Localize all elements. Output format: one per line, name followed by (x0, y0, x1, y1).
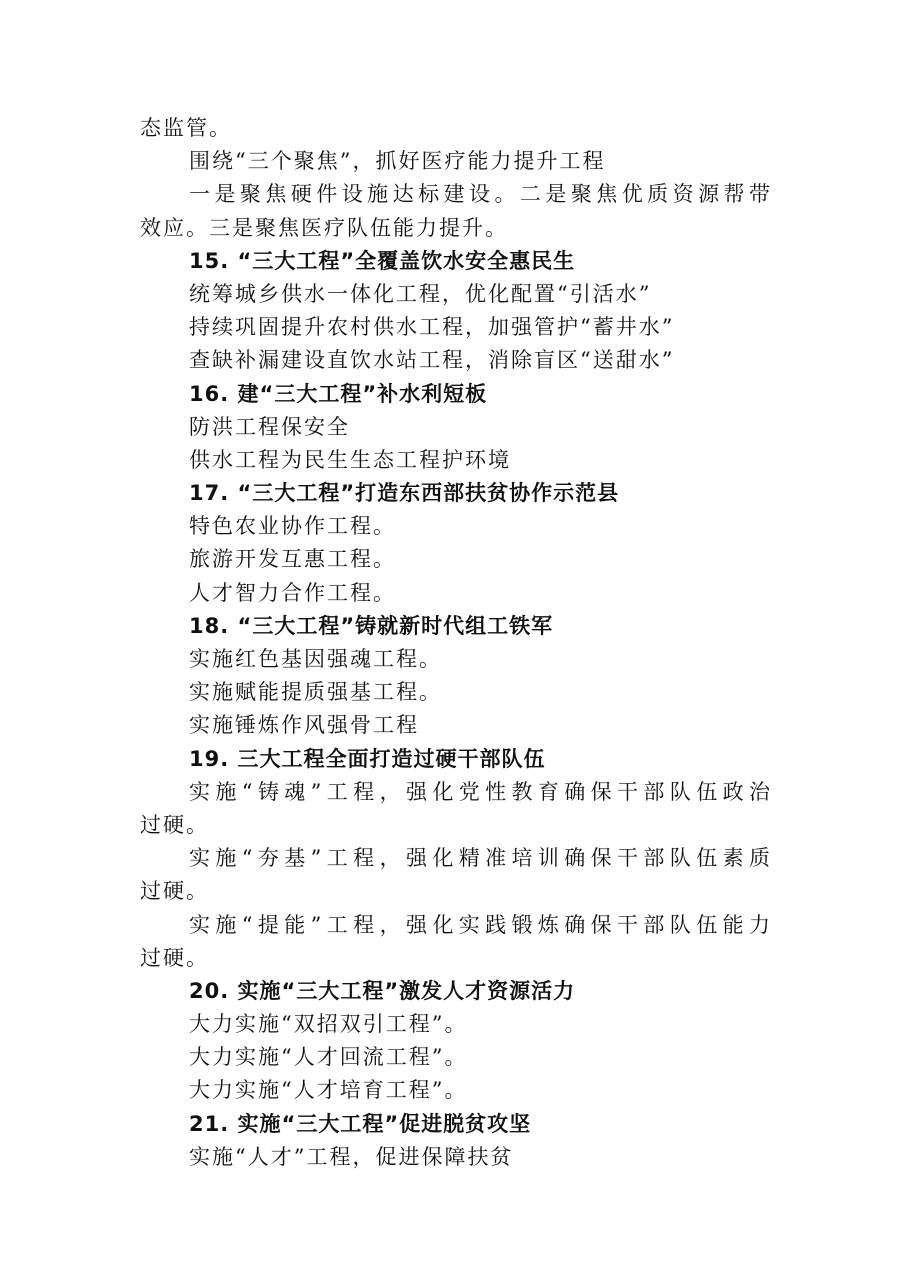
paragraph-line: 实施“提能”工程，强化实践锻炼确保干部队伍能力 (189, 912, 770, 937)
section-heading: 17. “三大工程”打造东西部扶贫协作示范县 (189, 481, 620, 506)
document-body (140, 112, 770, 1174)
section-heading: 15. “三大工程”全覆盖饮水安全惠民生 (189, 248, 576, 273)
paragraph-line: 实施“铸魂”工程，强化党性教育确保干部队伍政治 (189, 779, 770, 804)
paragraph-line: 态监管。 (140, 116, 232, 140)
section-heading: 21. 实施“三大工程”促进脱贫攻坚 (189, 1111, 532, 1136)
section-heading: 19. 三大工程全面打造过硬干部队伍 (189, 746, 546, 771)
paragraph-line: 实施锤炼作风强骨工程 (189, 713, 419, 738)
paragraph-line: 实施“夯基”工程，强化精准培训确保干部队伍素质 (189, 846, 770, 871)
paragraph-line: 实施赋能提质强基工程。 (189, 680, 442, 705)
paragraph-line: 供水工程为民生生态工程护环境 (189, 447, 511, 472)
paragraph-line: 大力实施“人才培育工程”。 (189, 1078, 468, 1103)
paragraph-line: 大力实施“人才回流工程”。 (189, 1045, 468, 1070)
paragraph-line: 旅游开发互惠工程。 (189, 547, 396, 572)
section-heading: 16. 建“三大工程”补水利短板 (189, 381, 488, 406)
paragraph-line: 围绕“三个聚焦”，抓好医疗能力提升工程 (189, 149, 606, 174)
paragraph-line: 实施“人才”工程，促进保障扶贫 (189, 1144, 514, 1169)
paragraph-line: 防洪工程保安全 (189, 414, 350, 439)
paragraph-line: 过硬。 (140, 945, 209, 970)
section-heading: 20. 实施“三大工程”激发人才资源活力 (189, 978, 576, 1003)
paragraph-line: 过硬。 (140, 879, 209, 904)
paragraph-line: 一是聚焦硬件设施达标建设。二是聚焦优质资源帮带 (189, 182, 770, 207)
paragraph-line: 统筹城乡供水一体化工程，优化配置“引活水” (189, 281, 652, 306)
paragraph-line: 过硬。 (140, 812, 209, 837)
paragraph-line: 实施红色基因强魂工程。 (189, 647, 442, 671)
paragraph-line: 大力实施“双招双引工程”。 (189, 1012, 468, 1037)
paragraph-line: 特色农业协作工程。 (189, 514, 396, 539)
paragraph-line: 效应。三是聚焦医疗队伍能力提升。 (140, 215, 508, 240)
section-heading: 18. “三大工程”铸就新时代组工铁军 (189, 613, 554, 638)
paragraph-line: 人才智力合作工程。 (189, 580, 396, 605)
paragraph-line: 查缺补漏建设直饮水站工程，消除盲区“送甜水” (189, 348, 675, 373)
paragraph-line: 持续巩固提升农村供水工程，加强管护“蓄井水” (189, 315, 675, 340)
